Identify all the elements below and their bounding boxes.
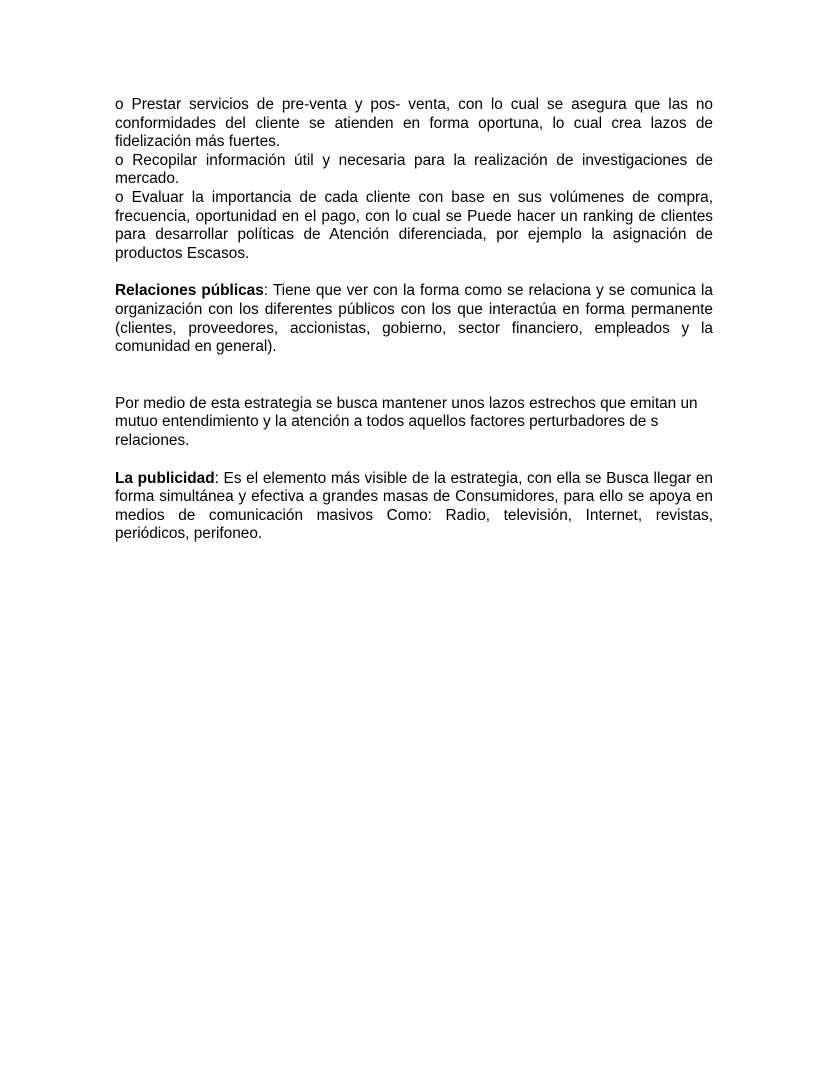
bullet-investigaciones: o Recopilar información útil y necesaria para la realización de investigaciones de mercado. <box>115 151 713 188</box>
paragraph-spacer <box>115 263 713 282</box>
paragraph-spacer <box>115 357 713 395</box>
bullet-evaluar: o Evaluar la importancia de cada cliente con base en sus volúmenes de compra, frecuencia, oportunidad en el pago, con lo cual se Puede hacer un ranking de clientes para desarrollar políticas de Atención diferenciada, por ejemplo la asignación de productos Escasos. <box>115 188 713 262</box>
bullet-preventa: o Prestar servicios de pre-venta y pos- venta, con lo cual se asegura que las no conformidades del cliente se atienden en forma oportuna, lo cual crea lazos de fidelización más fuertes. <box>115 96 713 151</box>
document-page <box>115 96 713 544</box>
paragraph-spacer <box>115 451 713 470</box>
term-relaciones-publicas: Relaciones públicas <box>115 282 264 300</box>
paragraph-relaciones-publicas <box>115 282 713 356</box>
paragraph-estrategia: Por medio de esta estrategia se busca mantener unos lazos estrechos que emitan un mutuo entendimiento y la atención a todos aquellos factores perturbadores de s relaciones. <box>115 394 698 449</box>
term-publicidad: La publicidad <box>115 469 215 487</box>
paragraph-publicidad <box>115 470 713 544</box>
text-publicidad: : Es el elemento más visible de la estrategia, con ella se Busca llegar en forma simultánea y efectiva a grandes masas de Consumidores, para ello se apoya en medios de comunicación masivos Como: Radio, televisión, Internet, revistas, periódicos, perifoneo. <box>115 469 713 543</box>
text-relaciones-publicas: : Tiene que ver con la forma como se relaciona y se comunica la organización con los diferentes públicos con los que interactúa en forma permanente (clientes, proveedores, accionistas, gobierno, sector financiero, empleados y la comunidad en general). <box>115 282 713 356</box>
